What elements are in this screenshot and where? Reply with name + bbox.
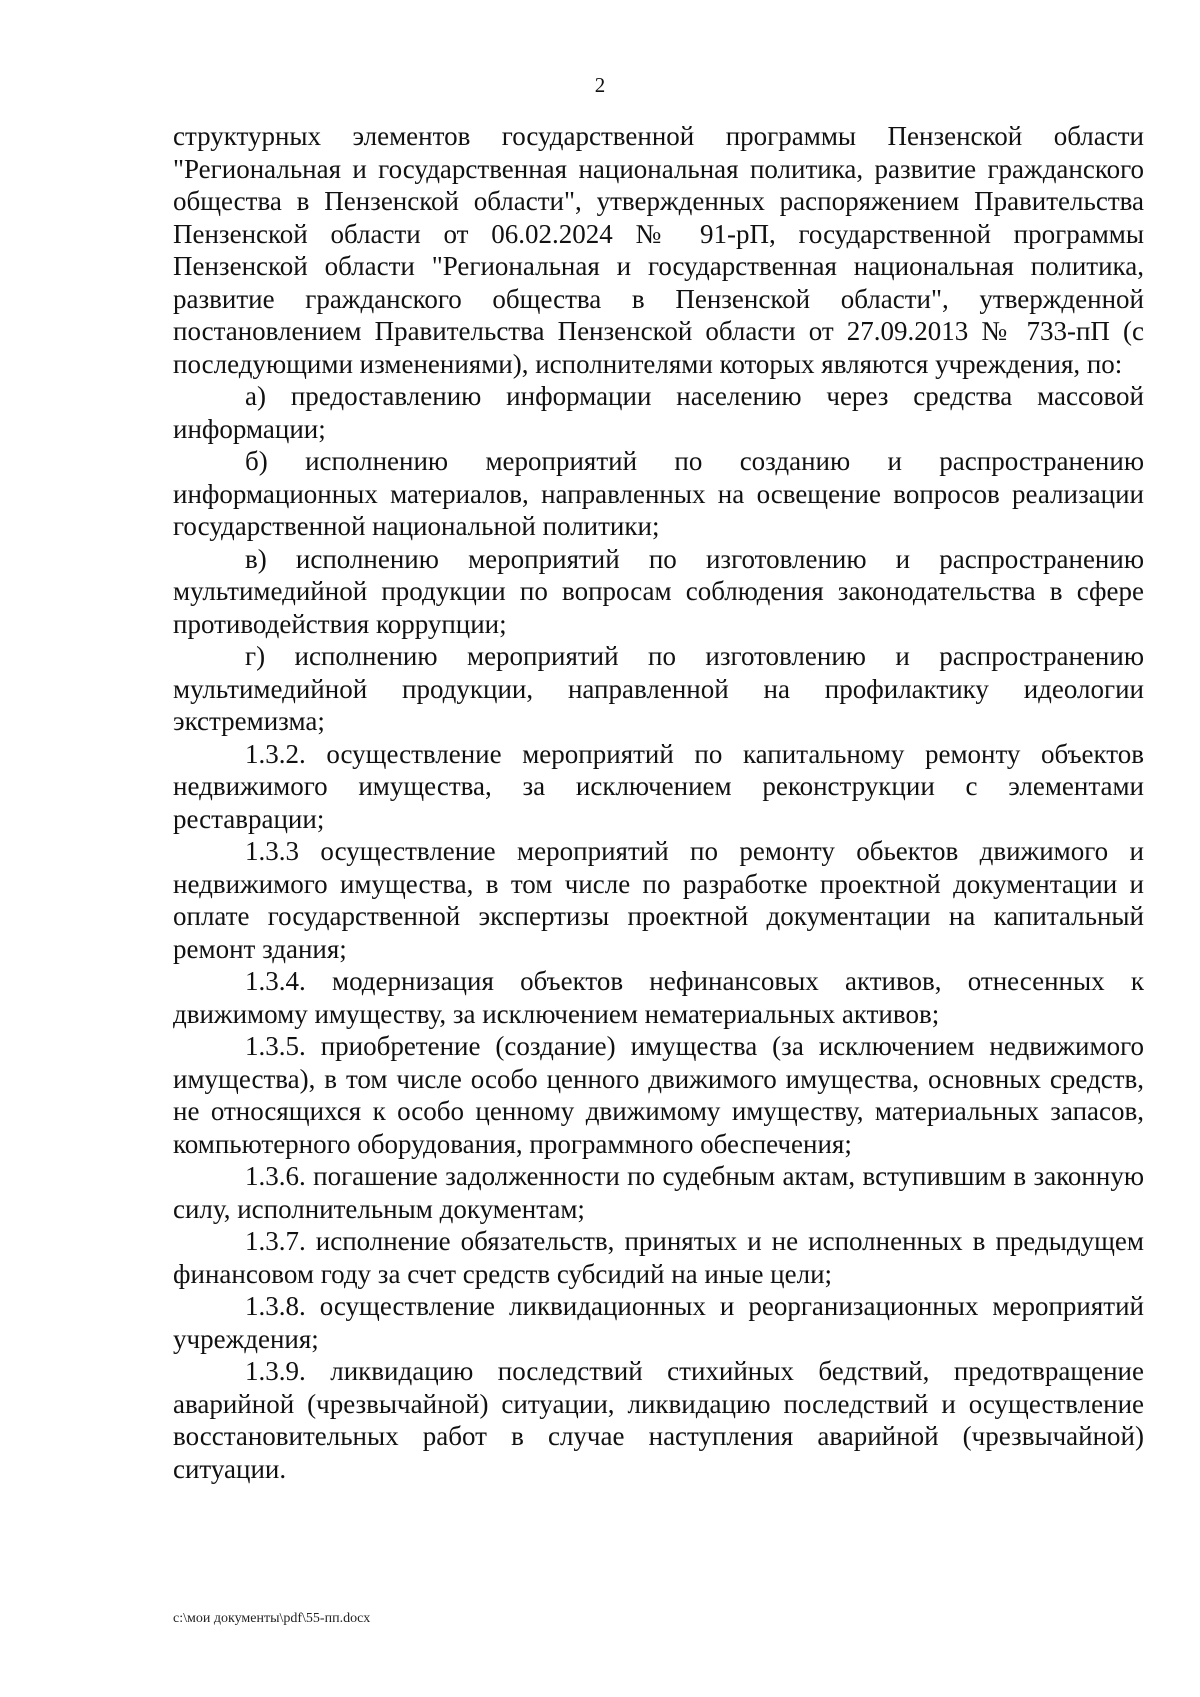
- paragraph-1-3-2: 1.3.2. осуществление мероприятий по капитальному ремонту объектов недвижимого имущества, за исключением реконструкции с элементами реставрации;: [173, 738, 1144, 834]
- paragraph-item-v: в) исполнению мероприятий по изготовлению и распространению мультимедийной продукции по вопросам соблюдения законодательства в сфере противодействия коррупции;: [173, 543, 1144, 639]
- paragraph-item-b: б) исполнению мероприятий по созданию и распространению информационных материалов, направленных на освещение вопросов реализации государственной национальной политики;: [173, 446, 1144, 541]
- paragraph-1-3-4: 1.3.4. модернизация объектов нефинансовых активов, отнесенных к движимому имуществу, за исключением нематериальных активов;: [173, 966, 1144, 1029]
- page-number: 2: [594, 73, 606, 97]
- paragraph-1-3-5: 1.3.5. приобретение (создание) имущества (за исключением недвижимого имущества), в том числе особо ценного движимого имущества, основных средств, не относящихся к особо ценному движимому имуществу, материальных запасов, компьютерного оборудования, программного обеспечения;: [173, 1031, 1144, 1159]
- document-body: [173, 120, 1144, 1485]
- paragraph-1-3-3: 1.3.3 осуществление мероприятий по ремонту обьектов движимого и недвижимого имущества, в том числе по разработке проектной документации и оплате государственной экспертизы проектной документации на капитальный ремонт здания;: [173, 836, 1144, 964]
- footer-file-path: c:\мои документы\pdf\55-пп.docx: [173, 1611, 371, 1626]
- paragraph-1-3-8: 1.3.8. осуществление ликвидационных и реорганизационных мероприятий учреждения;: [173, 1291, 1144, 1354]
- paragraph-1-3-9: 1.3.9. ликвидацию последствий стихийных бедствий, предотвращение аварийной (чрезвычайной) ситуации, ликвидацию последствий и осуществление восстановительных работ в случае наступления аварийной (чрезвычайной) ситуации.: [173, 1356, 1144, 1484]
- paragraph-item-a: а) предоставлению информации населению через средства массовой информации;: [173, 381, 1144, 444]
- paragraph-1-3-7: 1.3.7. исполнение обязательств, принятых и не исполненных в предыдущем финансовом году за счет средств субсидий на иные цели;: [173, 1226, 1144, 1289]
- paragraph-item-g: г) исполнению мероприятий по изготовлению и распространению мультимедийной продукции, направленной на профилактику идеологии экстремизма;: [173, 641, 1144, 736]
- paragraph-intro-continuation: структурных элементов государственной программы Пензенской области "Региональная и государственная национальная политика, развитие гражданского общества в Пензенской области", утвержденных распоряжением Правительства Пензенской области от 06.02.2024 № 91-рП, государственной программы Пензенской области "Региональная и государственная национальная политика, развитие гражданского общества в Пензенской области", утвержденной постановлением Правительства Пензенской области от 27.09.2013 № 733-пП (с последующими изменениями), исполнителями которых являются учреждения, по:: [173, 121, 1144, 379]
- paragraph-1-3-6: 1.3.6. погашение задолженности по судебным актам, вступившим в законную силу, исполнительным документам;: [173, 1161, 1144, 1224]
